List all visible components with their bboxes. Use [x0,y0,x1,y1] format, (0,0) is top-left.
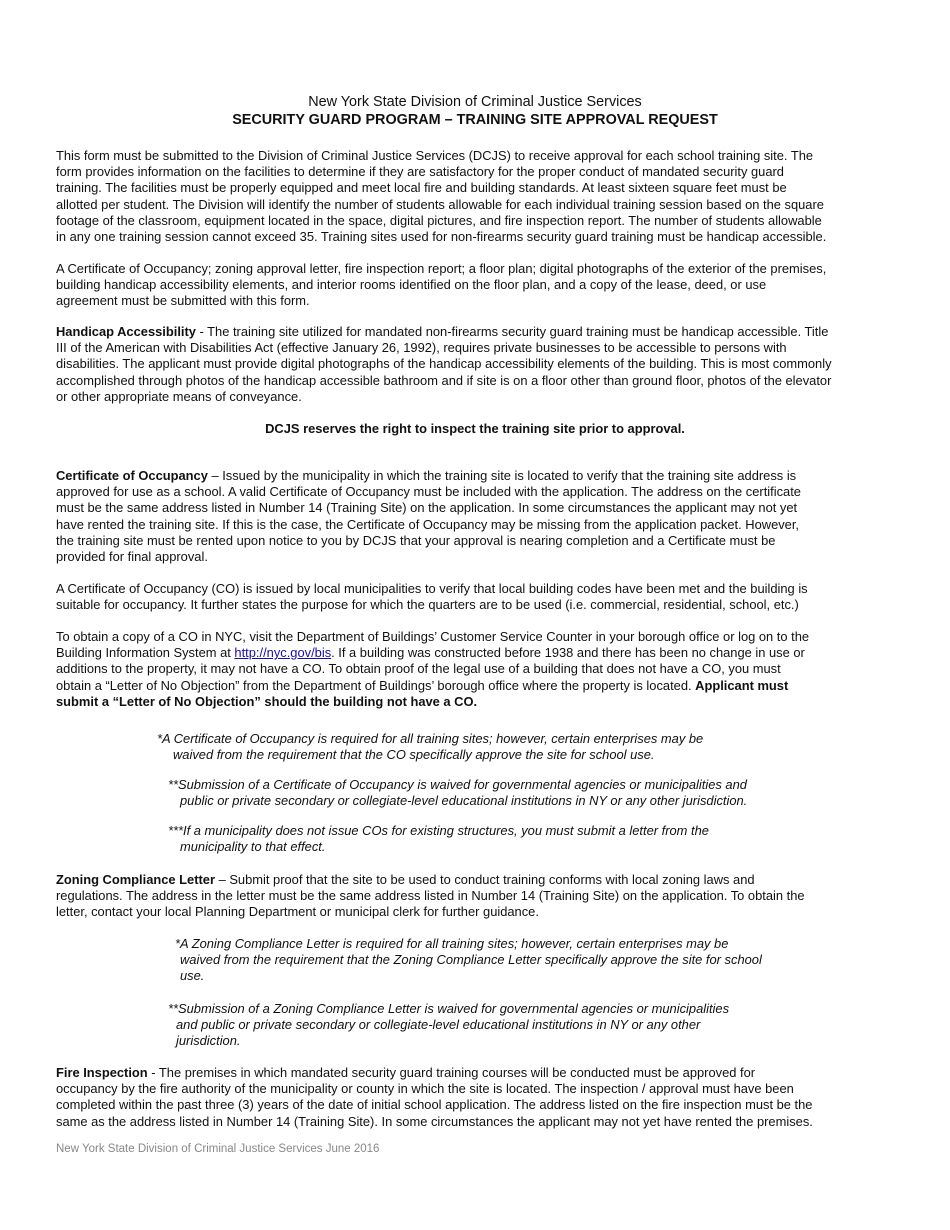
co-info-paragraph: A Certificate of Occupancy (CO) is issued by local municipalities to verify that local building codes have been met and the building is suitable for occupancy. It further states the purpose for which the quarters are to be used (i.e. commercial, residential, school, etc.) [56,581,808,613]
intro-paragraph: This form must be submitted to the Division of Criminal Justice Services (DCJS) to receive approval for each school training site. The form provides information on the facilities to determine if they are satisfactory for the proper conduct of mandated security guard training. The facilities must be properly equipped and meet local fire and building standards. At least sixteen square feet must be allotted per student. The Division will identify the number of students allowable for each individual training session based on the square footage of the classroom, equipment located in the space, digital pictures, and fire inspection report. The number of students allowable in any one training session cannot exceed 35. Training sites used for non-firearms security guard training must be handicap accessible. [56,148,827,245]
requirements-paragraph: A Certificate of Occupancy; zoning approval letter, fire inspection report; a floor plan; digital photographs of the exterior of the premises, building handicap accessibility elements, and interior rooms identified on the floor plan, and a copy of the lease, deed, or use agreement must be submitted with this form. [56,261,827,309]
page-footer: New York State Division of Criminal Justice Services June 2016 [56,1143,380,1155]
co-note-3: ***If a municipality does not issue COs for existing structures, you must submit a letter from the municipality to that effect. [168,823,709,855]
co-note-2: **Submission of a Certificate of Occupancy is waived for governmental agencies or municipalities and public or private secondary or collegiate-level educational institutions in NY or any other jurisdiction. [168,777,748,809]
nyc-bis-link[interactable]: http://nyc.gov/bis [234,645,332,661]
zoning-note-1: *A Zoning Compliance Letter is required for all training sites; however, certain enterprises may be waived from the requirement that the Zoning Compliance Letter specifically approve the site for school use. [175,936,762,984]
fire-heading: Fire Inspection [56,1065,148,1080]
zoning-paragraph: Zoning Compliance Letter – Submit proof that the site to be used to conduct training conforms with local zoning laws and regulations. The address in the letter must be the same address listed in Number 14 (Training Site) on the application. To obtain the letter, contact your local Planning Department or municipal clerk for further guidance. [56,872,805,920]
nyc-paragraph: To obtain a copy of a CO in NYC, visit the Department of Buildings’ Customer Service Counter in your borough office or log on to the Building Information System at http://nyc.gov/bis. If a building was constructed before 1938 and there has been no change in use or additions to the property, it may not have a CO. To obtain proof of the legal use of a building that does not have a CO, you must obtain a “Letter of No Objection” from the Department of Buildings’ borough office where the property is located. Applicant must submit a “Letter of No Objection” should the building not have a CO. [56,629,810,709]
handicap-paragraph: Handicap Accessibility - The training site utilized for mandated non-firearms security guard training must be handicap accessible. Title III of the American with Disabilities Act (effective January 26, 1992), requires private businesses to be accessible to persons with disabilities. The applicant must provide digital photographs of the handicap accessibility elements of the building. This is most commonly accomplished through photos of the handicap accessible bathroom and if site is on a floor other than ground floor, photos of the elevator or other appropriate means of conveyance. [56,324,832,404]
form-title: SECURITY GUARD PROGRAM – TRAINING SITE APPROVAL REQUEST [232,112,718,128]
organization-name: New York State Division of Criminal Justice Services [308,94,642,110]
certificate-heading: Certificate of Occupancy [56,468,208,483]
zoning-note-2: **Submission of a Zoning Compliance Letter is waived for governmental agencies or municipalities and public or private secondary or collegiate-level educational institutions in NY or any other jurisdiction. [168,1001,730,1049]
inspect-notice: DCJS reserves the right to inspect the training site prior to approval. [265,421,685,436]
certificate-paragraph: Certificate of Occupancy – Issued by the municipality in which the training site is located to verify that the training site address is approved for use as a school. A valid Certificate of Occupancy must be included with the application. The address on the certificate must be the same address listed in Number 14 (Training Site) on the application. In some circumstances the applicant may not yet have rented the training site. If this is the case, the Certificate of Occupancy may be missing from the application packet. However, the training site must be rented upon notice to you by DCJS that your approval is nearing completion and a Certificate must be provided for final approval. [56,468,801,565]
handicap-heading: Handicap Accessibility [56,324,196,339]
co-note-1: *A Certificate of Occupancy is required for all training sites; however, certain enterprises may be waived from the requirement that the CO specifically approve the site for school use. [157,731,704,763]
zoning-heading: Zoning Compliance Letter [56,872,215,887]
fire-paragraph: Fire Inspection - The premises in which mandated security guard training courses will be conducted must be approved for occupancy by the fire authority of the municipality or county in which the site is located. The inspection / approval must have been completed within the past three (3) years of the date of initial school application. The address listed on the fire inspection must be the same as the address listed in Number 14 (Training Site). In some circumstances the applicant may not yet have rented the premises. [56,1065,813,1129]
